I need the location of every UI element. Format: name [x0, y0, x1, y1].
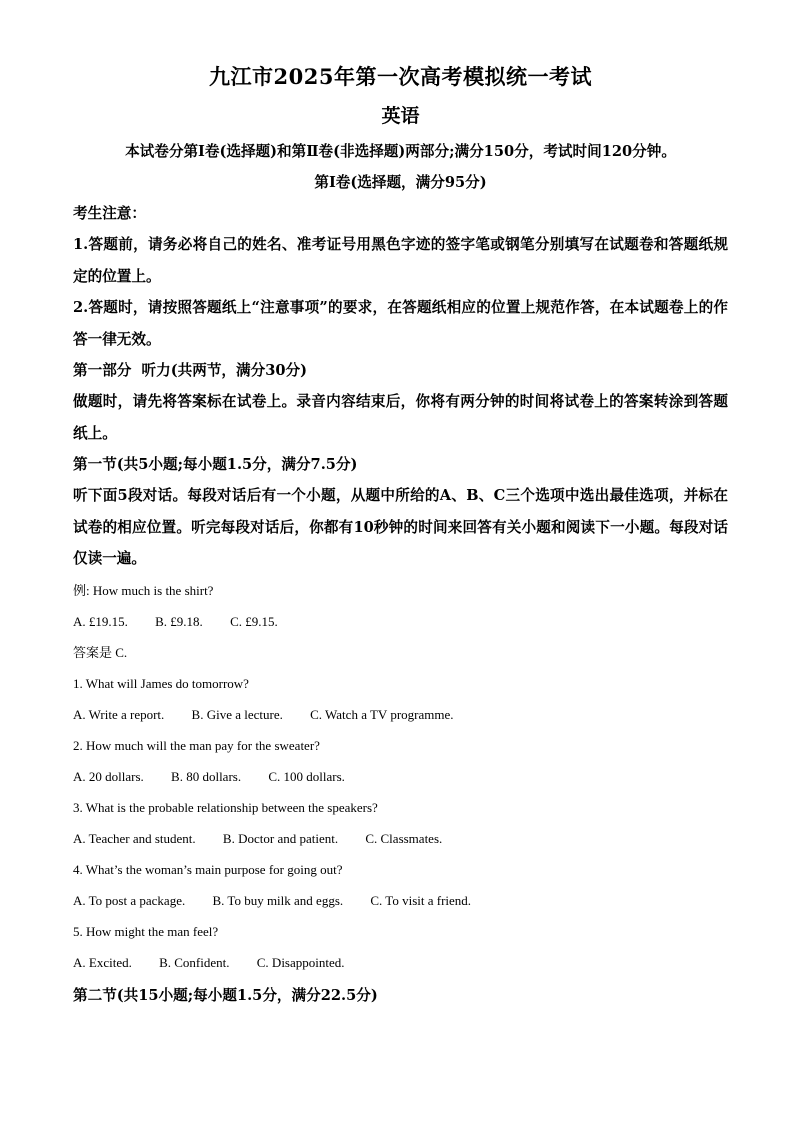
q4-option-c: C. To visit a friend.	[370, 892, 472, 908]
example-option-b: B. £9.18.	[155, 613, 203, 629]
question-5: 5. How might the man feel?	[73, 923, 219, 939]
subject-title: 英语	[381, 105, 420, 127]
part-one-instruction: 做题时，请先将答案标在试卷上。录音内容结束后，你将有两分钟的时间将试卷上的答案转涂到答题纸上。	[73, 393, 728, 442]
q3-option-a: A. Teacher and student.	[73, 830, 196, 846]
question-4: 4. What’s the woman’s main purpose for going out?	[73, 861, 343, 877]
q5-option-b: B. Confident.	[159, 954, 230, 970]
notice-heading: 考生注意：	[73, 205, 146, 222]
exam-intro: 本试卷分第Ⅰ卷(选择题)和第Ⅱ卷(非选择题)两部分;满分150分，考试时间120分钟。	[125, 143, 676, 160]
example-option-c: C. £9.15.	[230, 613, 278, 629]
q1-option-b: B. Give a lecture.	[191, 706, 283, 722]
question-1-options	[73, 699, 728, 730]
volume-one-heading: 第Ⅰ卷(选择题，满分95分)	[314, 174, 487, 191]
section-two-heading: 第二节(共15小题;每小题1.5分，满分22.5分)	[73, 986, 378, 1004]
q1-option-a: A. Write a report.	[73, 706, 165, 722]
q2-option-a: A. 20 dollars.	[73, 768, 144, 784]
section-one-heading: 第一节(共5小题;每小题1.5分，满分7.5分)	[73, 456, 358, 473]
exam-page	[73, 62, 728, 1011]
part-one-heading: 第一部分 听力(共两节，满分30分)	[73, 362, 307, 379]
q4-option-b: B. To buy milk and eggs.	[212, 892, 344, 908]
notice-item-1: 1.答题前，请务必将自己的姓名、准考证号用黑色字迹的签字笔或钢笔分别填写在试题卷和答题纸规定的位置上。	[73, 236, 728, 285]
q2-option-b: B. 80 dollars.	[171, 768, 242, 784]
section-one-instruction: 听下面5段对话。每段对话后有一个小题，从题中所给的A、B、C三个选项中选出最佳选项，并标在试卷的相应位置。听完每段对话后，你都有10秒钟的时间来回答有关小题和阅读下一小题。每段对话仅读一遍。	[73, 487, 728, 567]
example-question: 例: How much is the shirt?	[73, 582, 214, 598]
example-options	[73, 606, 728, 637]
question-2: 2. How much will the man pay for the sweater?	[73, 737, 320, 753]
exam-title: 九江市2025年第一次高考模拟统一考试	[209, 64, 592, 89]
example-answer: 答案是 C.	[73, 644, 128, 660]
question-3: 3. What is the probable relationship between the speakers?	[73, 799, 378, 815]
question-3-options	[73, 823, 728, 854]
question-2-options	[73, 761, 728, 792]
q5-option-a: A. Excited.	[73, 954, 132, 970]
q3-option-c: C. Classmates.	[365, 830, 443, 846]
question-4-options	[73, 885, 728, 916]
q2-option-c: C. 100 dollars.	[268, 768, 345, 784]
question-5-options	[73, 947, 728, 978]
question-1: 1. What will James do tomorrow?	[73, 675, 249, 691]
q5-option-c: C. Disappointed.	[256, 954, 345, 970]
q1-option-c: C. Watch a TV programme.	[310, 706, 454, 722]
notice-item-2: 2.答题时，请按照答题纸上“注意事项”的要求，在答题纸相应的位置上规范作答，在本试题卷上的作答一律无效。	[73, 299, 728, 348]
q4-option-a: A. To post a package.	[73, 892, 186, 908]
example-option-a: A. £19.15.	[73, 613, 128, 629]
q3-option-b: B. Doctor and patient.	[222, 830, 339, 846]
